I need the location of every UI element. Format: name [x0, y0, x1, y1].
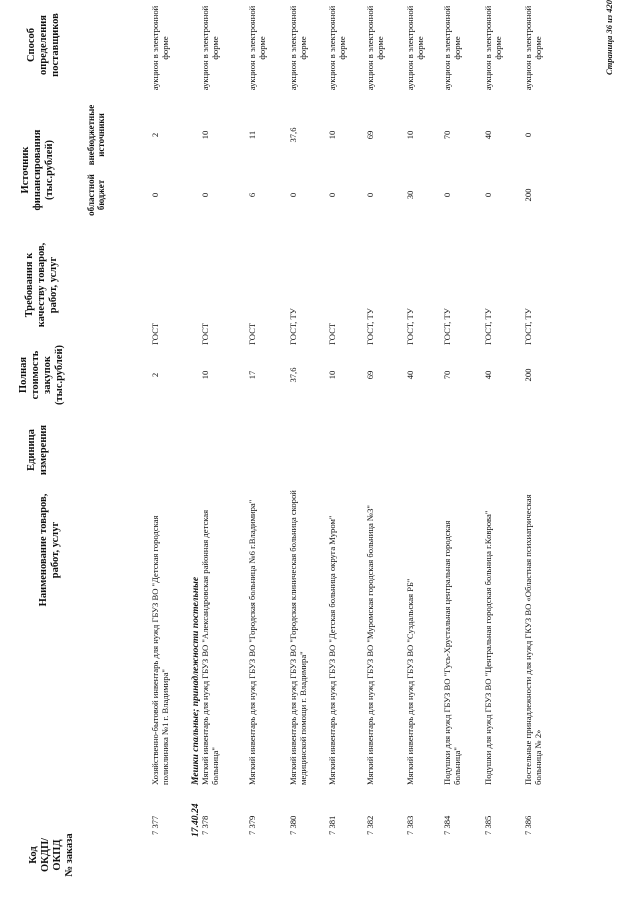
header-unit: Единица измерения [26, 424, 49, 476]
row-extrabudget: 10 [405, 130, 415, 140]
row-cost: 70 [442, 370, 452, 380]
row-regional: 30 [405, 190, 415, 200]
row-name: Мягкий инвентарь для нужд ГБУЗ ВО "Александровская районная детская больница" [200, 509, 220, 785]
row-quality: ГОСТ, ТУ [523, 308, 533, 345]
row-code: 7 384 [442, 815, 452, 835]
row-method: аукцион в электронной форме [288, 5, 308, 91]
header-cost: Полная стоимость закупок (тыс.рублей) [18, 344, 65, 406]
row-cost: 40 [483, 370, 493, 380]
row-method: аукцион в электронной форме [327, 5, 347, 91]
row-name: Мягкий инвентарь для нужд ГБУЗ ВО "Муромская городская больница №3" [365, 505, 375, 785]
row-method: аукцион в электронной форме [405, 5, 425, 91]
row-extrabudget: 10 [200, 130, 210, 140]
row-quality: ГОСТ, ТУ [483, 308, 493, 345]
row-method: аукцион в электронной форме [365, 5, 385, 91]
row-regional: 200 [523, 188, 533, 202]
row-quality: ГОСТ, ТУ [405, 308, 415, 345]
row-quality: ГОСТ, ТУ [288, 308, 298, 345]
row-extrabudget: 37,6 [288, 127, 298, 143]
section-code: 17.40.24 [190, 803, 201, 837]
header-regional: областной бюджет [86, 174, 106, 216]
row-regional: 0 [365, 192, 375, 198]
row-method: аукцион в электронной форме [442, 5, 462, 91]
row-name: Мягкий инвентарь для нужд ГБУЗ ВО "Городская больница №6 г.Владимира" [247, 499, 257, 785]
row-cost: 40 [405, 370, 415, 380]
row-name: Хозяйственно-бытовой инвентарь для нужд ГБУЗ ВО "Детская городская поликлиника №1 г. Владимира" [150, 515, 170, 785]
header-code: Код ОКДП/ ОКПД № заказа [28, 833, 75, 877]
row-method: аукцион в электронной форме [523, 5, 543, 91]
row-name: Подушки для нужд ГБУЗ ВО "Центральная городская больница г.Коврова" [483, 510, 493, 785]
row-extrabudget: 11 [247, 130, 257, 140]
row-extrabudget: 2 [150, 132, 160, 138]
row-quality: ГОСТ, ТУ [442, 308, 452, 345]
header-source: Источник финансирования (тыс.рублей) [20, 129, 55, 211]
row-method: аукцион в электронной форме [247, 5, 267, 91]
row-extrabudget: 0 [523, 132, 533, 138]
row-cost: 2 [150, 372, 160, 378]
row-cost: 200 [523, 368, 533, 382]
row-code: 7 380 [288, 815, 298, 835]
header-extrabudget: внебюджетные источники [86, 104, 106, 166]
row-code: 7 382 [365, 815, 375, 835]
row-cost: 10 [327, 370, 337, 380]
row-code: 7 381 [327, 815, 337, 835]
row-cost: 10 [200, 370, 210, 380]
row-extrabudget: 40 [483, 130, 493, 140]
row-cost: 17 [247, 370, 257, 380]
row-code: 7 386 [523, 815, 533, 835]
row-regional: 6 [247, 192, 257, 198]
row-method: аукцион в электронной форме [483, 5, 503, 91]
row-name: Подушки для нужд ГБУЗ ВО "Гусь-Хрустальная центральная городская больница" [442, 520, 462, 785]
row-extrabudget: 69 [365, 130, 375, 140]
row-quality: ГОСТ, ТУ [365, 308, 375, 345]
row-code: 7 377 [150, 815, 160, 835]
header-name: Наименование товаров, работ, услуг [38, 493, 61, 607]
row-cost: 37,6 [288, 367, 298, 383]
row-regional: 0 [288, 192, 298, 198]
row-code: 7 379 [247, 815, 257, 835]
row-code: 7 385 [483, 815, 493, 835]
header-method: Способ определения поставщиков [26, 13, 61, 77]
section-title: Мешки спальные; принадлежности постельные [190, 576, 201, 785]
row-name: Постельные принадлежности для нужд ГКУЗ ВО «Областная психиатрическая больница № 2» [523, 494, 543, 785]
row-regional: 0 [327, 192, 337, 198]
row-quality: ГОСТ [200, 322, 210, 345]
row-method: аукцион в электронной форме [150, 5, 170, 91]
row-cost: 69 [365, 370, 375, 380]
row-regional: 0 [483, 192, 493, 198]
row-extrabudget: 70 [442, 130, 452, 140]
header-quality: Требования к качеству товаров, работ, услуг [24, 242, 59, 328]
row-code: 7 383 [405, 815, 415, 835]
row-quality: ГОСТ [327, 322, 337, 345]
row-regional: 0 [442, 192, 452, 198]
row-name: Мягкий инвентарь для нужд ГБУЗ ВО "Городская клиническая больница скорой медицинской помощи г. Владимира" [288, 490, 308, 785]
row-regional: 0 [150, 192, 160, 198]
row-method: аукцион в электронной форме [200, 5, 220, 91]
row-code: 7 378 [200, 815, 210, 835]
row-regional: 0 [200, 192, 210, 198]
row-name: Мягкий инвентарь для нужд ГБУЗ ВО "Детская больница округа Муром" [327, 515, 337, 785]
row-quality: ГОСТ [247, 322, 257, 345]
row-quality: ГОСТ [150, 322, 160, 345]
row-name: Мягкий инвентарь для нужд ГБУЗ ВО "Суздальская РБ" [405, 578, 415, 785]
page-number: Страница 36 из 420 [604, 0, 614, 75]
row-extrabudget: 10 [327, 130, 337, 140]
